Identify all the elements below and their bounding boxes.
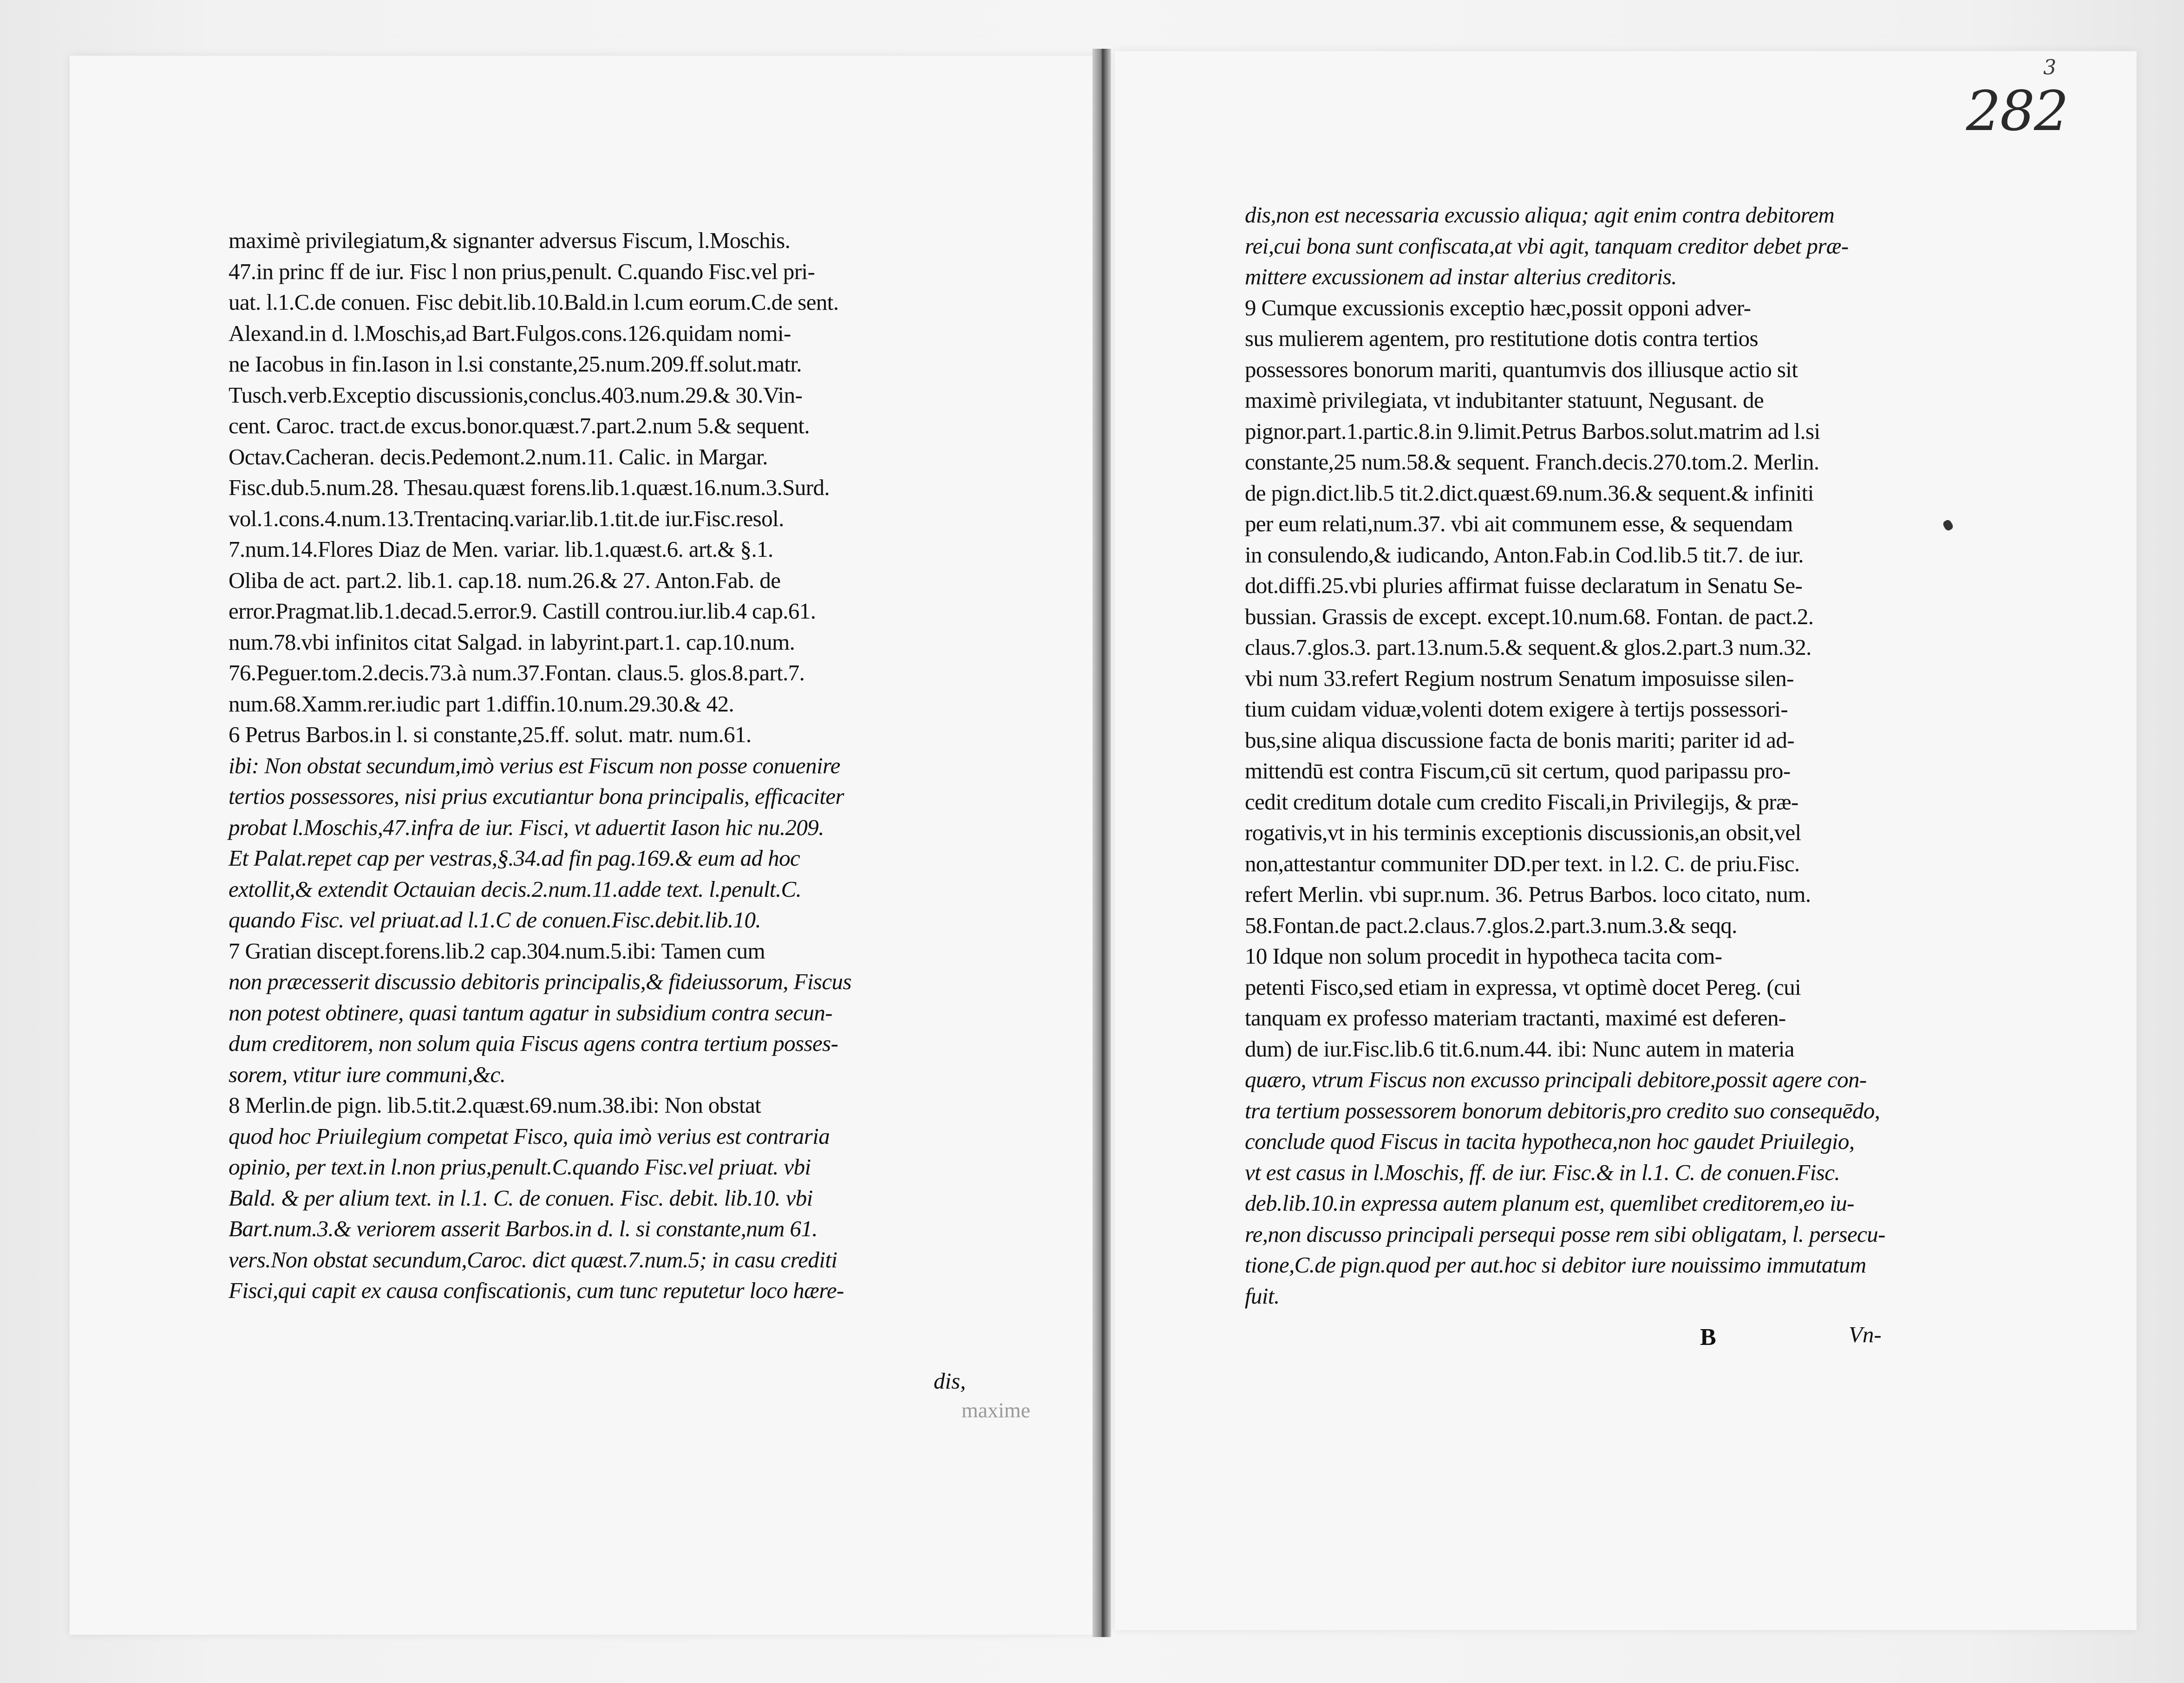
text-line: maximè privilegiatum,& signanter adversus Fiscum, l.Moschis. bbox=[229, 228, 791, 253]
book-gutter bbox=[1092, 49, 1111, 1637]
text-line: sorem, vtitur iure communi,&c. bbox=[229, 1061, 506, 1087]
text-line: vt est casus in l.Moschis, ff. de iur. Fisc.& in l.1. C. de conuen.Fisc. bbox=[1245, 1159, 1840, 1185]
text-line: 6 Petrus Barbos.in l. si constante,25.ff. solut. matr. num.61. bbox=[229, 722, 752, 747]
text-line: rei,cui bona sunt confiscata,at vbi agit, tanquam creditor debet præ- bbox=[1245, 233, 1849, 259]
text-line: uat. l.1.C.de conuen. Fisc debit.lib.10.Bald.in l.cum eorum.C.de sent. bbox=[229, 289, 839, 315]
text-line: dis,non est necessaria excussio aliqua; agit enim contra debitorem bbox=[1245, 202, 1835, 228]
text-line: tertios possessores, nisi prius excutiantur bona principalis, efficaciter bbox=[229, 783, 844, 809]
text-line: bus,sine aliqua discussione facta de bonis mariti; pariter id ad- bbox=[1245, 727, 1794, 753]
text-line: per eum relati,num.37. vbi ait communem esse, & sequendam bbox=[1245, 511, 1793, 536]
text-line: opinio, per text.in l.non prius,penult.C.quando Fisc.vel priuat. vbi bbox=[229, 1154, 811, 1180]
text-line: quando Fisc. vel priuat.ad l.1.C de conuen.Fisc.debit.lib.10. bbox=[229, 907, 761, 933]
text-line: conclude quod Fiscus in tacita hypotheca,non hoc gaudet Priuilegio, bbox=[1245, 1129, 1855, 1154]
text-line: vol.1.cons.4.num.13.Trentacinq.variar.lib.1.tit.de iur.Fisc.resol. bbox=[229, 505, 784, 531]
text-line: cent. Caroc. tract.de excus.bonor.quæst.7.part.2.num 5.& sequent. bbox=[229, 413, 810, 438]
text-line: in consulendo,& iudicando, Anton.Fab.in Cod.lib.5 tit.7. de iur. bbox=[1245, 541, 1804, 568]
text-line: tra tertium possessorem bonorum debitoris,pro credito suo consequēdo, bbox=[1245, 1097, 1880, 1123]
text-line: rogativis,vt in his terminis exceptionis discussionis,an obsit,vel bbox=[1245, 820, 1801, 845]
text-line: pignor.part.1.partic.8.in 9.limit.Petrus Barbos.solut.matrim ad l.si bbox=[1245, 418, 1820, 444]
text-line: error.Pragmat.lib.1.decad.5.error.9. Castill controu.iur.lib.4 cap.61. bbox=[229, 598, 816, 624]
text-line: quæro, vtrum Fiscus non excusso principali debitore,possit agere con- bbox=[1245, 1067, 1867, 1092]
text-line: ne Iacobus in fin.Iason in l.si constante,25.num.209.ff.solut.matr. bbox=[229, 351, 802, 377]
text-line: num.68.Xamm.rer.iudic part 1.diffin.10.num.29.30.& 42. bbox=[229, 691, 734, 717]
right-catchword: Vn- bbox=[1849, 1322, 1882, 1347]
text-line: probat l.Moschis,47.infra de iur. Fisci, vt aduertit Iason hic nu.209. bbox=[229, 814, 824, 840]
text-line: mittere excussionem ad instar alterius creditoris. bbox=[1245, 264, 1677, 289]
signature-mark: B bbox=[1700, 1324, 1716, 1350]
text-line: non,attestantur communiter DD.per text. in l.2. C. de priu.Fisc. bbox=[1245, 850, 1800, 876]
text-line: 9 Cumque excussionis exceptio hæc,possit opponi adver- bbox=[1245, 294, 1751, 320]
text-line: Bald. & per alium text. in l.1. C. de conuen. Fisc. debit. lib.10. vbi bbox=[229, 1185, 813, 1211]
text-line: cedit creditum dotale cum credito Fiscali,in Privilegijs, & præ- bbox=[1245, 789, 1798, 815]
folio-number: 282 bbox=[1966, 79, 2068, 143]
text-line: tium cuidam viduæ,volenti dotem exigere à tertijs possessori- bbox=[1245, 696, 1788, 722]
text-line: tione,C.de pign.quod per aut.hoc si debitor iure nouissimo immutatum bbox=[1245, 1252, 1866, 1278]
left-page-text bbox=[229, 225, 851, 1306]
text-line: maximè privilegiata, vt indubitanter statuunt, Negusant. de bbox=[1245, 387, 1764, 413]
text-line: 10 Idque non solum procedit in hypotheca tacita com- bbox=[1245, 943, 1722, 969]
text-line: Tusch.verb.Exceptio discussionis,conclus.403.num.29.& 30.Vin- bbox=[229, 382, 803, 408]
text-line: sus mulierem agentem, pro restitutione dotis contra tertios bbox=[1245, 326, 1758, 351]
text-line: mittendū est contra Fiscum,cū sit certum, quod paripassu pro- bbox=[1245, 758, 1791, 783]
text-line: extollit,& extendit Octauian decis.2.num.11.adde text. l.penult.C. bbox=[229, 876, 802, 902]
text-line: constante,25 num.58.& sequent. Franch.decis.270.tom.2. Merlin. bbox=[1245, 449, 1819, 475]
text-line: 58.Fontan.de pact.2.claus.7.glos.2.part.3.num.3.& seqq. bbox=[1245, 912, 1737, 938]
text-line: Alexand.in d. l.Moschis,ad Bart.Fulgos.cons.126.quidam nomi- bbox=[229, 320, 791, 346]
text-line: refert Merlin. vbi supr.num. 36. Petrus Barbos. loco citato, num. bbox=[1245, 881, 1811, 907]
text-line: Fisc.dub.5.num.28. Thesau.quæst forens.lib.1.quæst.16.num.3.Surd. bbox=[229, 475, 830, 500]
text-line: non potest obtinere, quasi tantum agatur in subsidium contra secun- bbox=[229, 999, 832, 1025]
text-line: 47.in princ ff de iur. Fisc l non prius,penult. C.quando Fisc.vel pri- bbox=[229, 258, 815, 284]
text-line: 76.Peguer.tom.2.decis.73.à num.37.Fontan. claus.5. glos.8.part.7. bbox=[229, 660, 805, 685]
text-line: 7 Gratian discept.forens.lib.2 cap.304.num.5.ibi: Tamen cum bbox=[229, 938, 765, 964]
text-line: claus.7.glos.3. part.13.num.5.& sequent.& glos.2.part.3 num.32. bbox=[1245, 634, 1811, 660]
text-line: Octav.Cacheran. decis.Pedemont.2.num.11. Calic. in Margar. bbox=[229, 444, 768, 470]
text-line: deb.lib.10.in expressa autem planum est, quemlibet creditorem,eo iu- bbox=[1245, 1190, 1854, 1216]
text-line: re,non discusso principali persequi posse rem sibi obligatam, l. persecu- bbox=[1245, 1221, 1885, 1247]
bleed-through-text: maxime bbox=[961, 1398, 1031, 1422]
left-catchword: dis, bbox=[934, 1368, 966, 1394]
text-line: fuit. bbox=[1245, 1283, 1280, 1309]
text-line: quod hoc Priuilegium competat Fisco, quia imò verius est contraria bbox=[229, 1123, 830, 1149]
text-line: petenti Fisco,sed etiam in expressa, vt optimè docet Pereg. (cui bbox=[1245, 974, 1801, 1000]
text-line: ibi: Non obstat secundum,imò verius est Fiscum non posse conuenire bbox=[229, 752, 840, 778]
text-line: Oliba de act. part.2. lib.1. cap.18. num.26.& 27. Anton.Fab. de bbox=[229, 567, 781, 593]
text-line: dot.diffi.25.vbi pluries affirmat fuisse declaratum in Senatu Se- bbox=[1245, 573, 1803, 598]
text-line: num.78.vbi infinitos citat Salgad. in labyrint.part.1. cap.10.num. bbox=[229, 629, 795, 655]
text-line: de pign.dict.lib.5 tit.2.dict.quæst.69.num.36.& sequent.& infiniti bbox=[1245, 480, 1814, 506]
text-line: vbi num 33.refert Regium nostrum Senatum imposuisse silen- bbox=[1245, 665, 1794, 691]
text-line: possessores bonorum mariti, quantumvis dos illiusque actio sit bbox=[1245, 356, 1798, 382]
text-line: 8 Merlin.de pign. lib.5.tit.2.quæst.69.num.38.ibi: Non obstat bbox=[229, 1092, 761, 1118]
text-line: bussian. Grassis de except. except.10.num.68. Fontan. de pact.2. bbox=[1245, 603, 1814, 629]
text-line: non præcesserit discussio debitoris principalis,& fideiussorum, Fiscus bbox=[229, 969, 851, 994]
folio-superscript: 3 bbox=[2043, 56, 2056, 79]
text-line: Bart.num.3.& veriorem asserit Barbos.in d. l. si constante,num 61. bbox=[229, 1216, 817, 1241]
text-line: vers.Non obstat secundum,Caroc. dict quæst.7.num.5; in casu crediti bbox=[229, 1246, 837, 1272]
text-line: Fisci,qui capit ex causa confiscationis, cum tunc reputetur loco hære- bbox=[229, 1278, 844, 1303]
text-line: 7.num.14.Flores Diaz de Men. variar. lib.1.quæst.6. art.& §.1. bbox=[229, 536, 773, 562]
text-line: dum) de iur.Fisc.lib.6 tit.6.num.44. ibi: Nunc autem in materia bbox=[1245, 1036, 1794, 1062]
text-line: Et Palat.repet cap per vestras,§.34.ad fin pag.169.& eum ad hoc bbox=[229, 845, 800, 871]
text-line: tanquam ex professo materiam tractanti, maximé est deferen- bbox=[1245, 1005, 1786, 1031]
text-line: dum creditorem, non solum quia Fiscus agens contra tertium posses- bbox=[229, 1031, 838, 1056]
right-page-text bbox=[1245, 200, 1885, 1311]
